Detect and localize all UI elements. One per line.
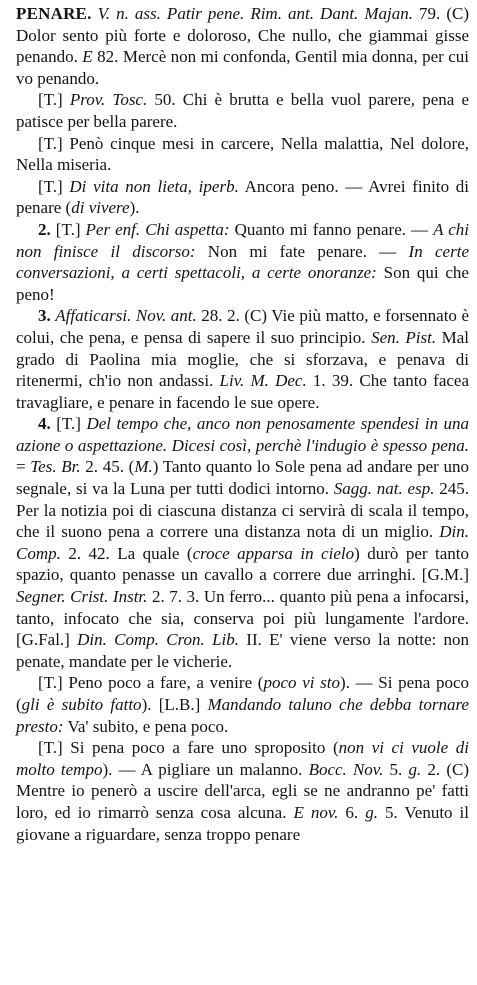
citation-text: Peno poco a fare, a venire ( [68, 673, 264, 693]
citation-text: 5. Venuto il giovane a riguardare, senza troppo penare [16, 802, 470, 844]
sense-hyperbole [16, 176, 469, 219]
sense-definition: In certe conversazioni, a certi spettacoli, a certe onoranze: [16, 241, 469, 283]
citation-text: 2. (C) Mentre io penerò a uscire dell'arca, egli se ne andranno pe' fatti loro, ed io rimarrò senza cosa alcuna. [16, 759, 469, 822]
citation-text: Si pena poco a fare uno sproposito ( [70, 738, 339, 758]
tag-marker: [T.] [56, 414, 87, 434]
citation-text: 82. Mercè non mi confonda, Gentil mia donna, per cui vo penando. [16, 47, 469, 88]
sense-number: 3. [38, 306, 56, 326]
tag-marker: [T.] [38, 176, 70, 196]
citation-text: 1. 39. Che tanto facea travagliare, e penare in facendo le sue opere. [16, 371, 470, 412]
sense-definition: Affaticarsi. Nov. ant. [55, 306, 197, 326]
citation-source: Sen. Pist. [371, 327, 437, 347]
sense-2 [16, 219, 469, 305]
citation-text: ). — A pigliare un malanno. [102, 759, 309, 779]
citation-source: Tes. Br. [30, 457, 81, 477]
gloss: di vivere [71, 198, 130, 218]
sense-definition: Mandando taluno che debba tornare presto: [16, 695, 469, 736]
citation-text: 2. 42. La quale ( [60, 543, 193, 563]
citation-text: = [16, 457, 31, 477]
citation-text: ). [129, 198, 140, 218]
citation-text: Va' subito, e pena poco. [63, 716, 229, 736]
tag-marker: [T.] [55, 219, 86, 239]
citation-source: Liv. M. Dec. [219, 371, 307, 391]
sense-4 [16, 413, 469, 672]
citation-text: Son qui che peno! [16, 263, 469, 304]
grammar-and-source: V. n. ass. Patir pene. Rim. ant. Dant. Majan. [91, 4, 413, 23]
citation-text: Quanto mi fanno penare. — [229, 219, 434, 239]
sense-poco [16, 672, 469, 737]
tag-marker: [T.] [38, 673, 69, 693]
citation-text: ). — Si pena poco ( [16, 673, 470, 714]
gloss: croce apparsa in cielo [192, 543, 355, 563]
sense-definition: Per enf. Chi aspetta: [85, 219, 230, 239]
tag-marker: [T.] [38, 738, 71, 758]
citation-source: Segner. Crist. Instr. [16, 587, 148, 607]
sense-number: 2. [38, 219, 56, 239]
citation-text: 2. 7. 3. Un ferro... quanto più pena a infocarsi, tanto, infocato che sia, conserva poi più lungamente l'ardore. [G.Fal.] [16, 587, 469, 650]
sense-proverb [16, 89, 469, 132]
citation-text: 50. Chi è brutta e bella vuol parere, pena e patisce per bella parere. [16, 90, 469, 131]
citation-source: Din. Comp. Cron. Lib. [77, 630, 240, 650]
sense-definition: Del tempo che, anco non penosamente spendesi in una azione o aspettazione. Dicesi così, perchè l'indugio è spesso pena. [16, 414, 470, 455]
citation-source: Prov. Tosc. [69, 90, 148, 110]
headword: PENARE. [16, 4, 92, 23]
citation-source: Sagg. nat. esp. [333, 479, 435, 499]
citation-text: Mal grado di Paolina mia moglie, che si sforzava, e penava di ritenermi, ch'io non andassi. [16, 327, 470, 391]
citation-text: Ancora peno. — Avrei finito di penare ( [16, 176, 470, 218]
citation-text: ) Tanto quanto lo Sole pena ad andare per uno segnale, si va la Luna per tutti dodici intorno. [16, 457, 469, 499]
sense-3 [16, 305, 469, 413]
citation-source: M. [134, 457, 153, 477]
citation-text: 2. 45. ( [80, 457, 135, 477]
sense-definition: A chi non finisce il discorso: [16, 219, 469, 261]
entry-penare-definition [16, 3, 469, 89]
sense-number: 4. [38, 414, 57, 434]
sense-sproposito [16, 737, 469, 845]
citation-text: 6. [338, 802, 366, 822]
citation-source: E [82, 47, 93, 67]
citation-text: 245. Per la notizia poi di ciascuna distanza ci servirà di scala il tempo, che il suono pena a correre una distanza nota di un miglio. [16, 479, 469, 542]
citation-text: II. E' viene verso la notte: non penate, mandate per le vicherie. [16, 630, 470, 671]
gloss: non vi ci vuole di molto tempo [16, 738, 469, 779]
citation-source: E nov. [293, 802, 339, 822]
citation-text: ) durò per tanto spazio, quanto penasse un cavallo a correre due arringhi. [G.M.] [16, 543, 469, 585]
citation-text: Penò cinque mesi in carcere, Nella malattia, Nel dolore, Nella miseria. [16, 133, 469, 175]
citation-text: ). [L.B.] [141, 695, 208, 714]
citation-text: 79. (C) Dolor sento più forte e doloroso, Che nullo, che giammai gisse penando. [16, 4, 470, 67]
sense-definition: Di vita non lieta, iperb. [69, 176, 239, 196]
citation-source: Bocc. Nov. [308, 759, 384, 779]
gloss: poco vi sto [263, 673, 341, 693]
citation-source: g. [408, 759, 422, 779]
citation-source: Din. Comp. [16, 522, 469, 563]
citation-text: 28. 2. (C) Vie più matto, e forsennato è colui, che pena, e pensa di sapere il suo principio. [16, 306, 469, 347]
sense-example [16, 133, 469, 176]
tag-marker: [T.] [38, 133, 70, 153]
gloss: gli è subito fatto [21, 695, 142, 714]
tag-marker: [T.] [38, 90, 70, 110]
citation-text: Non mi fate penare. — [195, 241, 409, 261]
citation-source: g. [365, 802, 378, 822]
citation-text: 5. [383, 759, 409, 779]
